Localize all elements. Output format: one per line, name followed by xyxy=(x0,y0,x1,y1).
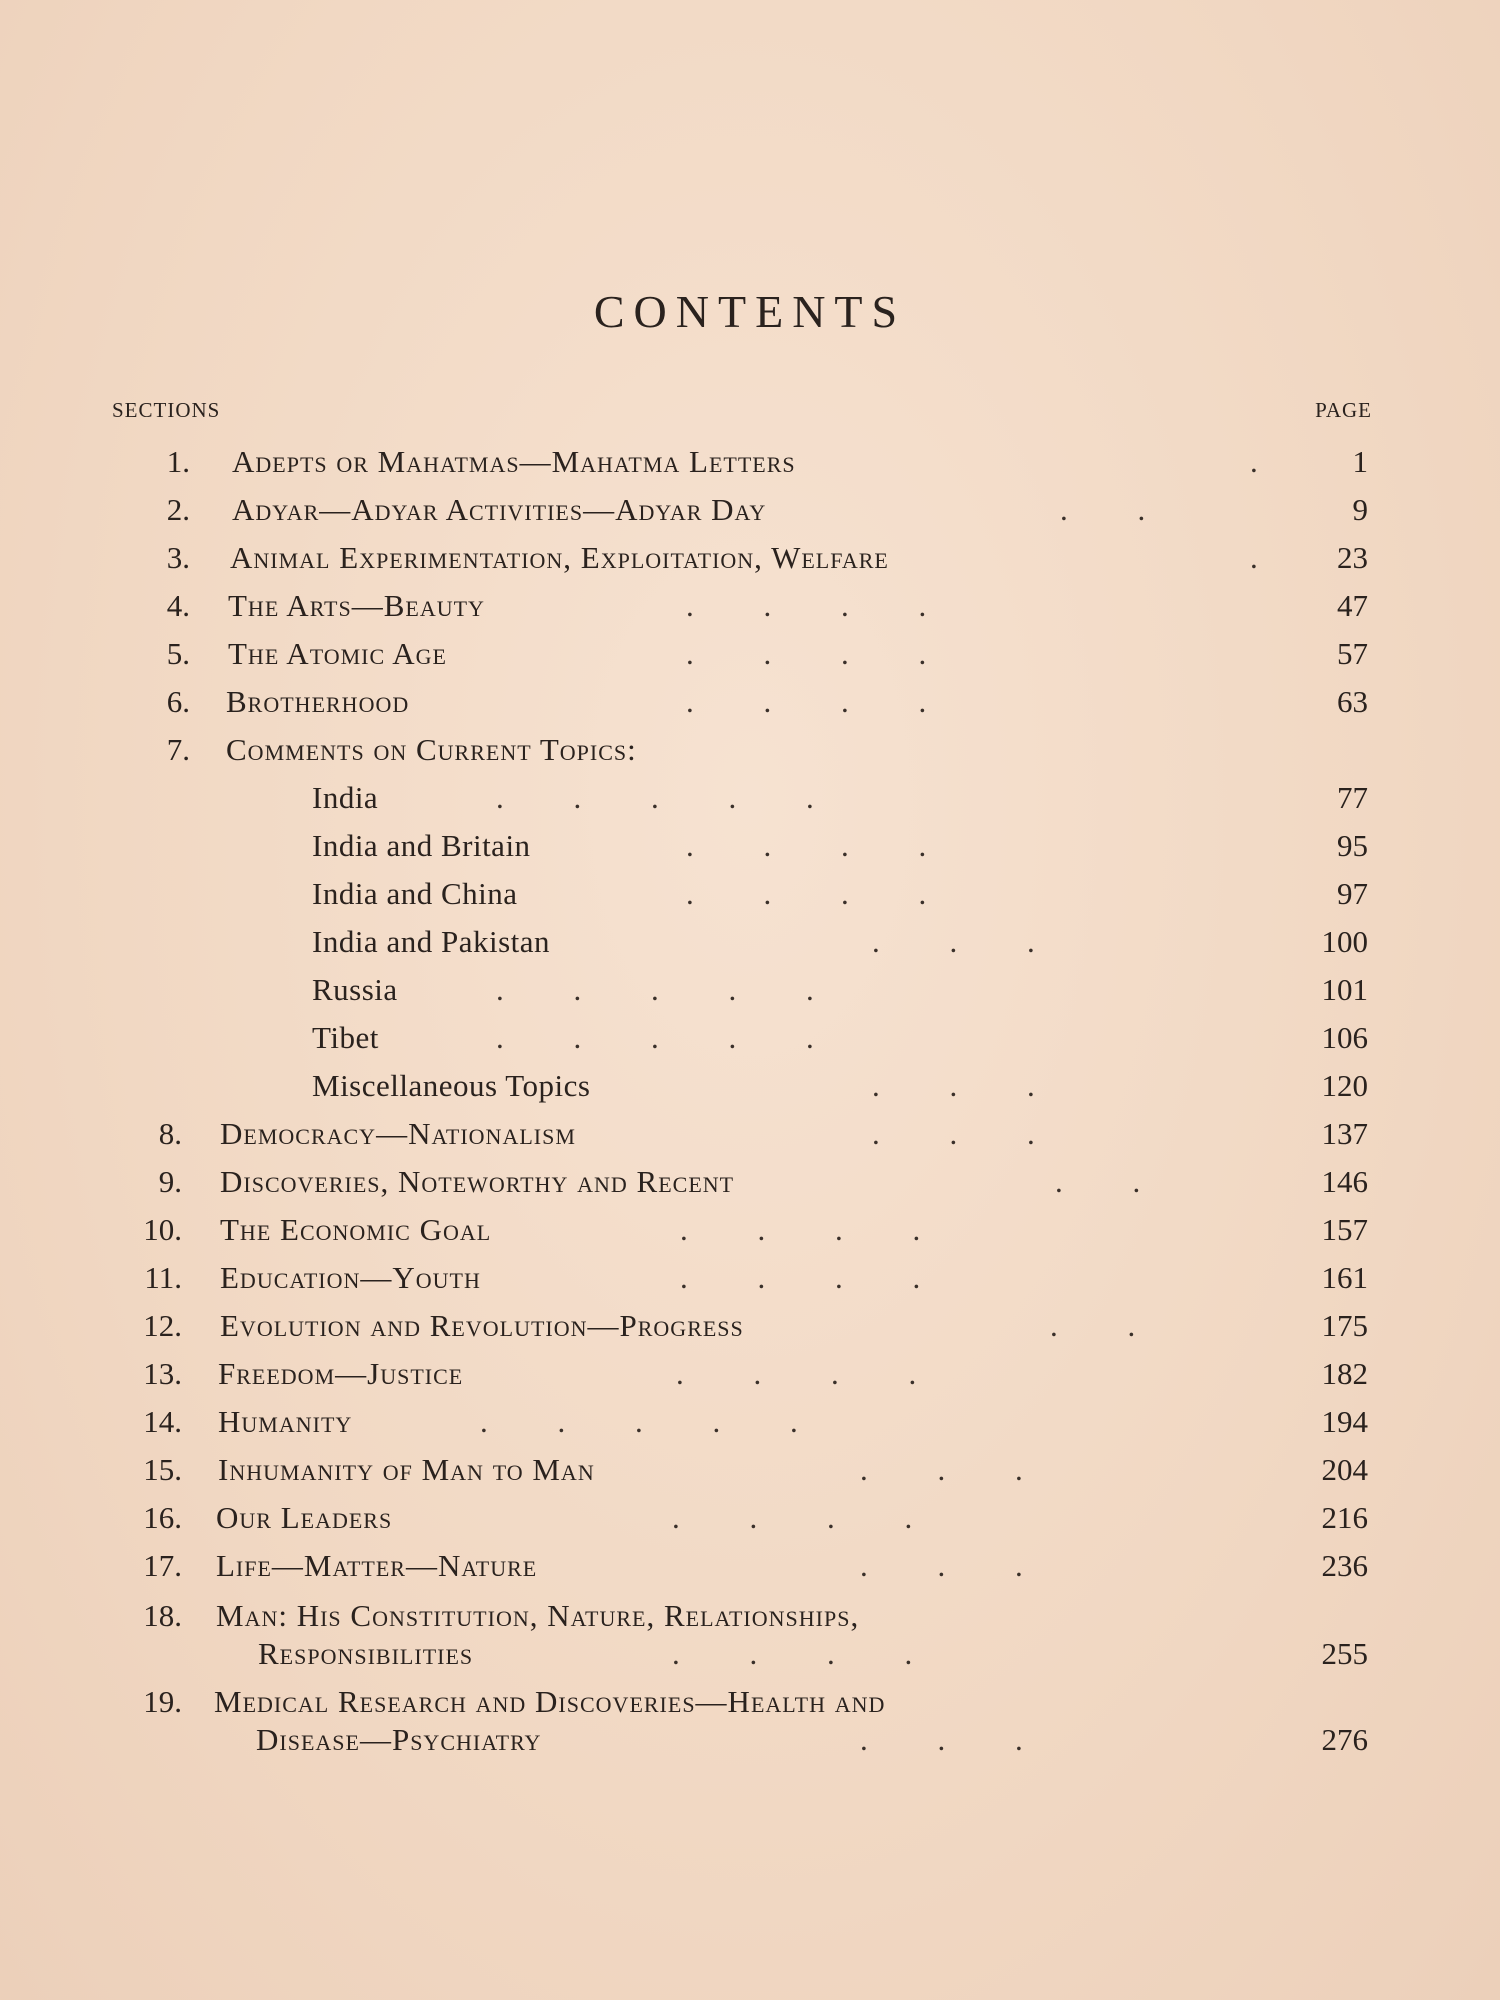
toc-subentry: India . . . . . 77 xyxy=(0,774,1500,822)
page-number: 204 xyxy=(1321,1452,1368,1487)
section-number: 3. xyxy=(166,540,190,575)
section-title: Freedom—Justice xyxy=(218,1356,464,1391)
toc-entry: 11. Education—Youth . . . . 161 xyxy=(0,1254,1500,1302)
page-number: 97 xyxy=(1337,876,1368,911)
page-number: 1 xyxy=(1352,444,1368,479)
subsection-title: India xyxy=(312,780,379,815)
page-number: 137 xyxy=(1321,1116,1368,1151)
toc-entry: 13. Freedom—Justice . . . . 182 xyxy=(0,1350,1500,1398)
toc-entry: 6. Brotherhood . . . . 63 xyxy=(0,678,1500,726)
subsection-title: India and Pakistan xyxy=(312,924,551,959)
section-title: Education—Youth xyxy=(220,1260,481,1295)
toc-subentry: Russia . . . . . 101 xyxy=(0,966,1500,1014)
page-number: 63 xyxy=(1337,684,1368,719)
section-number: 5. xyxy=(166,636,190,671)
subsection-title: Tibet xyxy=(312,1020,379,1055)
section-title: Adyar—Adyar Activities—Adyar Day xyxy=(232,492,767,527)
page-number: 276 xyxy=(1321,1722,1368,1757)
toc-entry: 9. Discoveries, Noteworthy and Recent . . 146 xyxy=(0,1158,1500,1206)
section-title: Man: His Constitution, Nature, Relationships, xyxy=(216,1598,860,1633)
toc-entry: 16. Our Leaders . . . . 216 xyxy=(0,1494,1500,1542)
section-number: 12. xyxy=(143,1308,182,1343)
page-number: 106 xyxy=(1321,1020,1368,1055)
page-number: 146 xyxy=(1321,1164,1368,1199)
toc-entry: 1. Adepts or Mahatmas—Mahatma Letters . 1 xyxy=(0,438,1500,486)
page-number: 100 xyxy=(1321,924,1368,959)
subsection-title: India and Britain xyxy=(312,828,531,863)
page-number: 182 xyxy=(1321,1356,1368,1391)
section-title: Humanity xyxy=(218,1404,353,1439)
section-number: 7. xyxy=(166,732,190,767)
toc-subentry: India and Britain . . . . 95 xyxy=(0,822,1500,870)
section-title-continued: Responsibilities xyxy=(258,1636,474,1671)
toc-entry: 12. Evolution and Revolution—Progress . . 175 xyxy=(0,1302,1500,1350)
section-title: Democracy—Nationalism xyxy=(220,1116,576,1151)
page-title: CONTENTS xyxy=(593,286,907,337)
section-title: Life—Matter—Nature xyxy=(216,1548,538,1583)
section-title: The Arts—Beauty xyxy=(228,588,485,623)
page-number: 194 xyxy=(1321,1404,1368,1439)
toc-entry: 5. The Atomic Age . . . . 57 xyxy=(0,630,1500,678)
section-number: 13. xyxy=(143,1356,182,1391)
toc-entry: 8. Democracy—Nationalism . . . 137 xyxy=(0,1110,1500,1158)
toc-entry: 10. The Economic Goal . . . . 157 xyxy=(0,1206,1500,1254)
toc-entry: 4. The Arts—Beauty . . . . 47 xyxy=(0,582,1500,630)
sections-header: SECTIONS xyxy=(112,398,221,422)
page-header: PAGE xyxy=(1315,398,1372,422)
page-number: 255 xyxy=(1321,1636,1368,1671)
toc-subentry: India and Pakistan . . . 100 xyxy=(0,918,1500,966)
section-title: The Atomic Age xyxy=(228,636,447,671)
toc-entry: 17. Life—Matter—Nature . . . 236 xyxy=(0,1542,1500,1590)
page-number: 47 xyxy=(1337,588,1368,623)
section-number: 2. xyxy=(166,492,190,527)
section-number: 1. xyxy=(166,444,190,479)
section-number: 9. xyxy=(158,1164,182,1199)
section-number: 10. xyxy=(143,1212,182,1247)
section-title: Brotherhood xyxy=(226,684,410,719)
section-number: 6. xyxy=(166,684,190,719)
section-number: 16. xyxy=(143,1500,182,1535)
section-title: Inhumanity of Man to Man xyxy=(218,1452,595,1487)
toc-entry: 3. Animal Experimentation, Exploitation, Welfare . 23 xyxy=(0,534,1500,582)
section-number: 18. xyxy=(143,1598,182,1633)
page-number: 216 xyxy=(1321,1500,1368,1535)
section-title: Evolution and Revolution—Progress xyxy=(220,1308,744,1343)
table-of-contents xyxy=(0,438,1500,1768)
section-number: 19. xyxy=(143,1684,182,1719)
section-number: 11. xyxy=(144,1260,182,1295)
section-number: 14. xyxy=(143,1404,182,1439)
section-title: Adepts or Mahatmas—Mahatma Letters xyxy=(232,444,796,479)
section-number: 15. xyxy=(143,1452,182,1487)
toc-subentry: India and China . . . . 97 xyxy=(0,870,1500,918)
page-number: 161 xyxy=(1321,1260,1368,1295)
toc-entry: 14. Humanity . . . . . 194 xyxy=(0,1398,1500,1446)
section-title: The Economic Goal xyxy=(220,1212,492,1247)
subsection-title: Miscellaneous Topics xyxy=(312,1068,591,1103)
section-title: Discoveries, Noteworthy and Recent xyxy=(220,1164,735,1199)
section-title: Our Leaders xyxy=(216,1500,393,1535)
section-title: Animal Experimentation, Exploitation, Welfare xyxy=(230,540,889,575)
page-number: 236 xyxy=(1321,1548,1368,1583)
toc-entry xyxy=(0,726,1500,774)
toc-entry: 2. Adyar—Adyar Activities—Adyar Day . . 9 xyxy=(0,486,1500,534)
toc-entry-continued: Responsibilities . . . . 255 xyxy=(0,1630,1500,1678)
subsection-title: Russia xyxy=(312,972,398,1007)
toc-subentry: Tibet . . . . . 106 xyxy=(0,1014,1500,1062)
section-title: Comments on Current Topics: xyxy=(226,732,637,767)
page-number: 77 xyxy=(1337,780,1368,815)
toc-entry-continued: Disease—Psychiatry . . . 276 xyxy=(0,1716,1500,1764)
page-number: 57 xyxy=(1337,636,1368,671)
page-number: 157 xyxy=(1321,1212,1368,1247)
section-title-continued: Disease—Psychiatry xyxy=(256,1722,542,1757)
toc-subentry: Miscellaneous Topics . . . 120 xyxy=(0,1062,1500,1110)
section-number: 4. xyxy=(166,588,190,623)
section-number: 17. xyxy=(143,1548,182,1583)
page-number: 101 xyxy=(1321,972,1368,1007)
page-number: 175 xyxy=(1321,1308,1368,1343)
page-number: 9 xyxy=(1352,492,1368,527)
section-number: 8. xyxy=(158,1116,182,1151)
subsection-title: India and China xyxy=(312,876,518,911)
section-title: Medical Research and Discoveries—Health and xyxy=(214,1684,886,1719)
toc-entry: 15. Inhumanity of Man to Man . . . 204 xyxy=(0,1446,1500,1494)
page-number: 95 xyxy=(1337,828,1368,863)
page-number: 23 xyxy=(1337,540,1368,575)
page-number: 120 xyxy=(1321,1068,1368,1103)
